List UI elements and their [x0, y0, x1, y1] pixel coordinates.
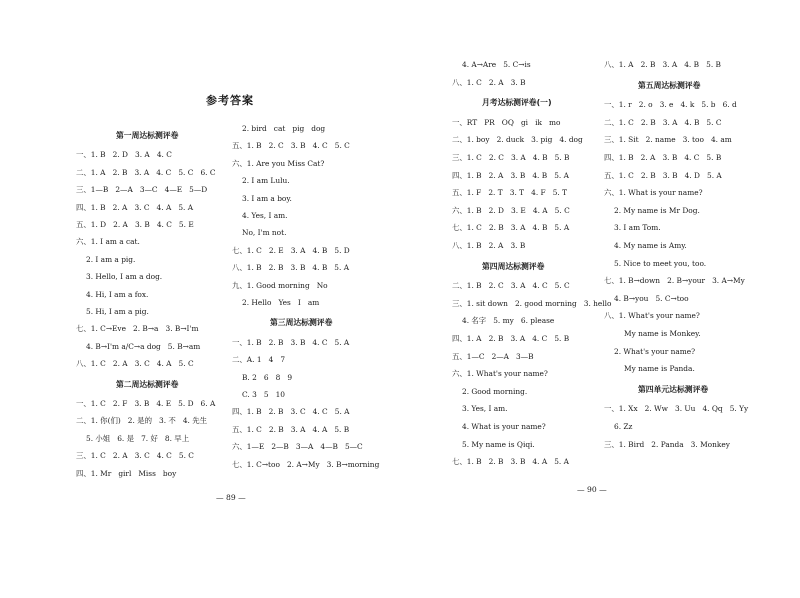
- answer-line: 6. Zz: [614, 422, 633, 431]
- page-number-right: — 90 —: [577, 485, 607, 494]
- answer-line: 八、1. C 2. A 3. C 4. A 5. C: [76, 359, 194, 369]
- answer-line: 五、1. B 2. C 3. B 4. C 5. C: [232, 141, 350, 151]
- answer-line: 二、1. C 2. B 3. A 4. B 5. C: [604, 117, 722, 127]
- answer-line: 五、1. D 2. A 3. B 4. C 5. E: [76, 220, 194, 229]
- answer-line: 5. Hi, I am a pig.: [86, 307, 149, 316]
- section-heading: 第三周达标测评卷: [270, 318, 333, 328]
- answer-line: 八、1. A 2. B 3. A 4. B 5. B: [604, 60, 721, 69]
- answer-line: 二、1. boy 2. duck 3. pig 4. dog: [452, 135, 583, 145]
- answer-line: 八、1. B 2. A 3. B: [452, 241, 526, 250]
- answer-line: 七、1. B→down 2. B→your 3. A→My: [604, 276, 745, 286]
- answer-line: 二、1. A 2. B 3. A 4. C 5. C 6. C: [76, 167, 216, 177]
- answer-line: 4. Yes, I am.: [242, 211, 288, 220]
- answer-line: 4. 名字 5. my 6. please: [462, 316, 555, 326]
- section-heading: 第一周达标测评卷: [116, 131, 179, 140]
- answer-line: 五、1. C 2. B 3. A 4. A 5. B: [232, 424, 350, 434]
- answer-line: 2. I am a pig.: [86, 254, 136, 264]
- answer-title: 参考答案: [206, 94, 254, 107]
- answer-line: 四、1. B 2. B 3. C 4. C 5. A: [232, 407, 350, 417]
- answer-line: 七、1. C→too 2. A→My 3. B→morning: [232, 459, 380, 469]
- answer-line: 三、1. Sit 2. name 3. too 4. am: [604, 135, 732, 145]
- answer-line: 4. A→Are 5. C→is: [462, 60, 531, 69]
- answer-line: 八、1. B 2. B 3. B 4. B 5. A: [232, 263, 350, 273]
- answer-line: 五、1. F 2. T 3. T 4. F 5. T: [452, 188, 568, 198]
- section-heading: 第四周达标测评卷: [482, 261, 545, 271]
- answer-line: 三、1—B 2—A 3—C 4—E 5—D: [76, 185, 208, 195]
- section-heading: 月考达标测评卷(一): [482, 98, 552, 108]
- answer-line: 一、1. B 2. B 3. B 4. C 5. A: [232, 337, 350, 347]
- answer-line: 九、1. Good morning No: [232, 280, 328, 290]
- answer-line: 六、1. I am a cat.: [76, 237, 140, 247]
- answer-line: 六、1. B 2. D 3. E 4. A 5. C: [452, 205, 570, 215]
- answer-line: 2. Hello Yes I am: [242, 298, 320, 307]
- answer-line: 一、1. Xx 2. Ww 3. Uu 4. Qq 5. Yy: [604, 404, 749, 414]
- answer-line: 四、1. B 2. A 3. B 4. C 5. B: [604, 153, 722, 162]
- answer-line: 五、1. C 2. B 3. B 4. D 5. A: [604, 170, 722, 180]
- answer-line: 三、1. C 2. C 3. A 4. B 5. B: [452, 153, 570, 162]
- answer-line: 4. What is your name?: [462, 422, 546, 431]
- answer-line: 八、1. C 2. A 3. B: [452, 77, 526, 87]
- answer-line: 一、1. C 2. F 3. B 4. E 5. D 6. A: [76, 399, 216, 408]
- answer-line: 六、1. What is your name?: [604, 188, 703, 198]
- answer-line: 四、1. A 2. B 3. A 4. C 5. B: [452, 334, 570, 343]
- answer-line: 七、1. C 2. E 3. A 4. B 5. D: [232, 245, 350, 255]
- answer-line: 3. I am Tom.: [614, 223, 661, 233]
- answer-line: 四、1. B 2. A 3. B 4. B 5. A: [452, 170, 569, 180]
- answer-line: 5. My name is Qiqi.: [462, 439, 535, 449]
- answer-line: 一、1. B 2. D 3. A 4. C: [76, 150, 172, 160]
- answer-line: 八、1. What's your name?: [604, 311, 700, 321]
- answer-line: No, I'm not.: [242, 228, 287, 238]
- answer-line: 一、RT PR OQ gi ik mo: [452, 117, 561, 127]
- answer-line: 4. B→you 5. C→too: [614, 293, 689, 303]
- answer-line: C. 3 5 10: [242, 390, 285, 399]
- answer-line: 2. bird cat pig dog: [242, 124, 326, 133]
- answer-line: 六、1—E 2—B 3—A 4—B 5—C: [232, 442, 363, 452]
- answer-line: 2. What's your name?: [614, 346, 696, 356]
- answer-line: 4. B→I'm a/C→a dog 5. B→am: [86, 341, 201, 351]
- answer-line: 2. I am Lulu.: [242, 176, 290, 186]
- answer-line: My name is Monkey.: [624, 329, 701, 338]
- answer-line: 二、A. 1 4 7: [232, 355, 286, 365]
- answer-line: 3. Hello, I am a dog.: [86, 272, 163, 282]
- page-number-left: — 89 —: [216, 493, 246, 502]
- section-heading: 第四单元达标测评卷: [638, 384, 709, 394]
- answer-line: 二、1. 你(们) 2. 是的 3. 不 4. 先生: [76, 416, 208, 426]
- answer-line: 5. 小姐 6. 是 7. 好 8. 早上: [86, 433, 190, 443]
- answer-line: 七、1. B 2. B 3. B 4. A 5. A: [452, 457, 569, 467]
- answer-line: 5. Nice to meet you, too.: [614, 258, 707, 268]
- answer-line: 三、1. C 2. A 3. C 4. C 5. C: [76, 451, 194, 461]
- answer-line: 四、1. Mr girl Miss boy: [76, 468, 177, 478]
- section-heading: 第五周达标测评卷: [638, 80, 701, 90]
- answer-line: 4. Hi, I am a fox.: [86, 289, 149, 299]
- answer-line: 七、1. C 2. B 3. A 4. B 5. A: [452, 223, 570, 233]
- section-heading: 第二周达标测评卷: [116, 379, 179, 389]
- answer-line: 五、1—C 2—A 3—B: [452, 351, 534, 361]
- answer-line: 二、1. B 2. C 3. A 4. C 5. C: [452, 281, 570, 291]
- answer-line: 三、1. Bird 2. Panda 3. Monkey: [604, 439, 730, 449]
- answer-line: My name is Panda.: [624, 364, 695, 374]
- answer-line: 4. My name is Amy.: [614, 241, 687, 250]
- answer-line: 七、1. C→Eve 2. B→a 3. B→I'm: [76, 324, 199, 334]
- answer-line: 2. Good morning.: [462, 386, 528, 396]
- answer-line: 六、1. Are you Miss Cat?: [232, 158, 325, 168]
- answer-line: 三、1. sit down 2. good morning 3. hello: [452, 298, 612, 308]
- answer-line: 2. My name is Mr Dog.: [614, 205, 700, 215]
- answer-line: 一、1. r 2. o 3. e 4. k 5. b 6. d: [604, 100, 737, 110]
- answer-line: 四、1. B 2. A 3. C 4. A 5. A: [76, 202, 194, 212]
- answer-line: 六、1. What's your name?: [452, 369, 548, 379]
- answer-line: 3. Yes, I am.: [462, 404, 508, 414]
- answer-line: B. 2 6 8 9: [242, 372, 293, 382]
- answer-line: 3. I am a boy.: [242, 193, 292, 203]
